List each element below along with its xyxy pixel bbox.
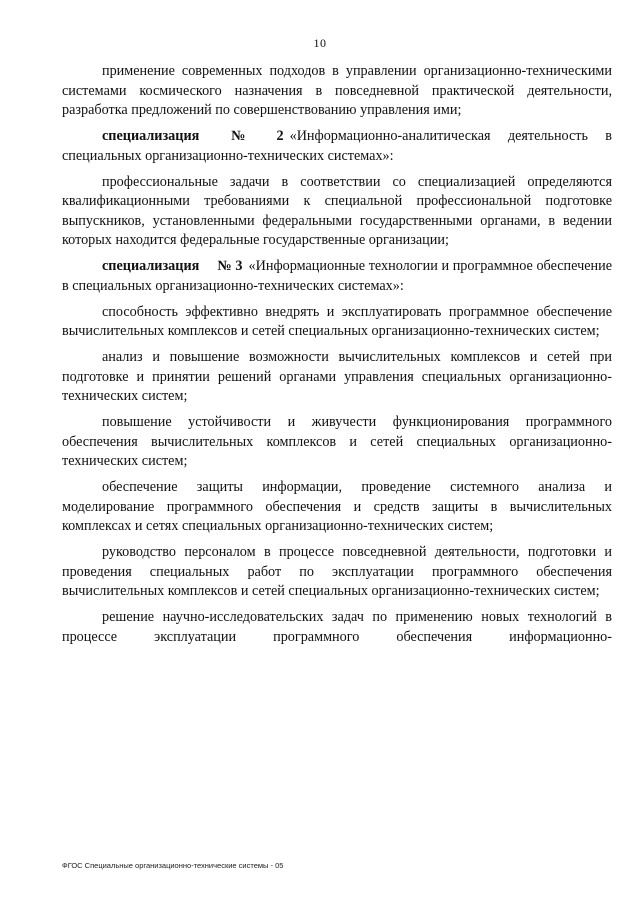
specialization-3-paragraph	[62, 257, 612, 296]
specialization-2-paragraph	[62, 127, 612, 166]
paragraph: применение современных подходов в управлении организационно-техническими системами космического назначения в повседневной практической деятельности, разработка предложений по совершенствованию управления ими;	[62, 63, 612, 118]
paragraph: обеспечение защиты информации, проведение системного анализа и моделирование программного обеспечения и средств защиты в вычислительных комплексах и сетях специальных организационно-технических систем;	[62, 479, 612, 534]
specialization-label: специализация	[102, 258, 200, 274]
specialization-title: «Информационные технологии и программное обеспечение в специальных организационно-технических системах»:	[62, 258, 612, 294]
paragraph: способность эффективно внедрять и эксплуатировать программное обеспечение вычислительных комплексов и сетей специальных организационно-технических систем;	[62, 303, 612, 339]
specialization-number: № 3	[217, 258, 243, 274]
paragraph: повышение устойчивости и живучести функционирования программного обеспечения вычислительных комплексов и сетей специальных организационно-технических систем;	[62, 414, 612, 469]
paragraph: профессиональные задачи в соответствии со специализацией определяются квалификационными требованиями к специальной профессиональной подготовке выпускников, установленными федеральными государственными органами, в ведении которых находится федеральные государственные организации;	[62, 173, 612, 248]
paragraph: решение научно-исследовательских задач по применению новых технологий в процессе эксплуатации программного обеспечения информационно-	[62, 609, 612, 645]
paragraph: руководство персоналом в процессе повседневной деятельности, подготовки и проведения специальных работ по эксплуатации программного обеспечения вычислительных комплексов и сетей специальных организационно-технических систем;	[62, 544, 612, 599]
page-number: 10	[313, 36, 327, 50]
specialization-number: № 2	[217, 128, 284, 144]
paragraph: анализ и повышение возможности вычислительных комплексов и сетей при подготовке и принятии решений органами управления специальных организационно-технических систем;	[62, 349, 612, 404]
specialization-label: специализация	[102, 128, 200, 144]
document-footer: ФГОС Специальные организационно-технические системы - 05	[62, 861, 284, 870]
specialization-title: «Информационно-аналитическая деятельность в специальных организационно-технических системах»:	[62, 128, 612, 164]
document-body	[62, 62, 612, 654]
